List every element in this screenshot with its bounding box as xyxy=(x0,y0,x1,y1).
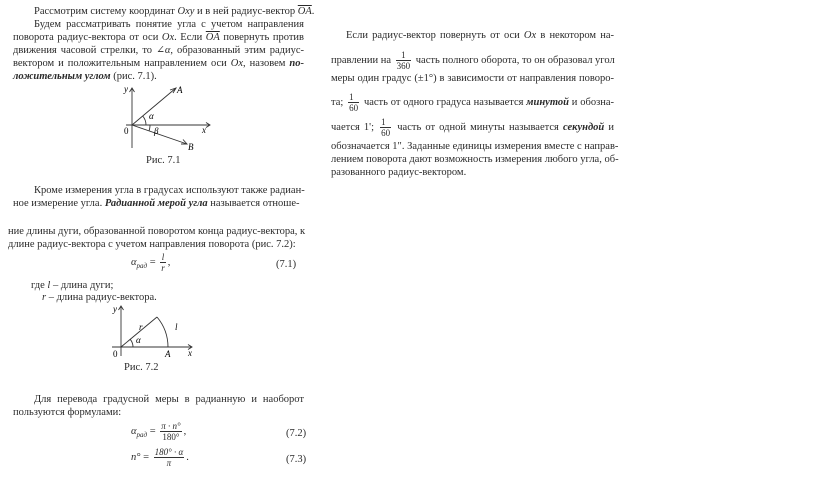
denominator: π xyxy=(166,458,172,468)
text: та; xyxy=(331,96,347,108)
equation-7-2 xyxy=(131,421,186,442)
term-second: секундой xyxy=(562,121,605,133)
equation-number-7-3: (7.3) xyxy=(286,454,307,465)
text: рад xyxy=(136,431,148,439)
fig2-l-label: l xyxy=(175,322,178,332)
fraction xyxy=(160,252,166,273)
right-line-3: меры один градус (±1°) в зависимости от направления поворо- xyxy=(331,73,614,84)
fig1-alpha-label: α xyxy=(149,111,154,121)
fig2-y-label: y xyxy=(113,304,117,314)
term-minute: минутой xyxy=(526,96,569,108)
intro-line-2: Будем рассматривать понятие угла с учетом направления xyxy=(34,19,304,30)
denominator: 360 xyxy=(396,61,411,71)
fig1-o-label: 0 xyxy=(124,126,129,136)
radian-line-1: Кроме измерения угла в градусах используют также радиан- xyxy=(34,185,305,196)
text: часть полного оборота, то он образовал угол xyxy=(413,54,615,66)
text: α xyxy=(131,425,137,437)
figure-7-1 xyxy=(110,82,220,152)
right-line-4 xyxy=(331,92,614,113)
numerator: 1 xyxy=(348,92,359,103)
fraction-1-60 xyxy=(348,92,359,113)
text: = xyxy=(147,425,159,437)
right-line-5 xyxy=(331,117,614,138)
intro-line-1: Рассмотрим систему координат Oxy и в ней радиус-вектор $\overline{OA}$. xyxy=(34,6,315,17)
text: α xyxy=(131,256,137,268)
vector-oa: $\overline{OA}$ xyxy=(297,6,312,17)
text: n° xyxy=(131,451,141,463)
text: , xyxy=(183,425,187,437)
fig1-caption: Рис. 7.1 xyxy=(146,155,181,166)
text: движения часовой стрелки, то xyxy=(13,45,157,56)
equation-number-7-2: (7.2) xyxy=(286,428,307,439)
radian-line-4: длине радиус-вектора с учетом направления поворота (рис. 7.2): xyxy=(8,239,296,250)
term-positive-angle: ложительным углом xyxy=(13,71,111,82)
fraction-1-60 xyxy=(380,117,391,138)
numerator: 180° · α xyxy=(154,447,184,457)
text: где xyxy=(31,280,48,291)
fig2-o-label: 0 xyxy=(113,349,118,359)
fig1-beta-label: β xyxy=(154,126,159,136)
intro-line-5 xyxy=(13,57,304,70)
intro-line-4 xyxy=(13,44,304,57)
denominator: r xyxy=(161,263,165,273)
text: l xyxy=(47,280,51,291)
denominator: 60 xyxy=(349,103,359,113)
fig2-a-label: A xyxy=(165,349,171,359)
fig2-x-label: x xyxy=(188,348,192,358)
numerator: l xyxy=(161,252,165,262)
term: по- xyxy=(289,58,304,69)
text: и xyxy=(604,121,614,133)
right-line-6: обозначается 1". Заданные единицы измерения вместе с направ- xyxy=(331,141,619,152)
text: Ox xyxy=(161,32,175,43)
text: ∠α xyxy=(156,45,171,56)
fraction xyxy=(154,447,185,468)
radian-line-3: ние длины дуги, образованной поворотом конца радиус-вектора, к xyxy=(8,226,306,237)
fraction xyxy=(160,421,181,442)
fig2-r-label: r xyxy=(139,322,143,332)
text: поворота радиус-вектора от оси xyxy=(13,32,162,43)
fig2-caption: Рис. 7.2 xyxy=(124,362,159,373)
right-line-2 xyxy=(331,50,615,71)
fig1-b-label: B xyxy=(188,142,194,152)
text: Рассмотрим систему координат xyxy=(34,6,178,17)
equation-7-3 xyxy=(131,447,189,468)
term-radian-measure: Радианной мерой угла xyxy=(104,198,208,209)
text: правлении на xyxy=(331,54,394,66)
figure-7-2 xyxy=(104,300,200,360)
text: и обозна- xyxy=(568,96,614,108)
vector-oa: $\overline{OA}$ xyxy=(205,32,220,43)
text: чается 1'; xyxy=(331,121,379,133)
right-line-8: разованного радиус-вектором. xyxy=(331,167,467,178)
text: r xyxy=(42,292,47,303)
fig1-y-label: y xyxy=(124,84,128,94)
text: . xyxy=(186,451,189,463)
text: Ox xyxy=(230,58,244,69)
text: , назовем xyxy=(243,58,290,69)
text: , xyxy=(167,256,171,268)
intro-line-3 xyxy=(13,31,304,44)
text: и в ней радиус-вектор xyxy=(194,6,298,17)
text: = xyxy=(140,451,152,463)
equation-7-1 xyxy=(131,252,170,273)
text: часть от одной минуты называется xyxy=(393,121,563,133)
denominator: 180° xyxy=(162,432,180,442)
text: в некотором на- xyxy=(536,30,614,41)
fig1-x-label: x xyxy=(202,125,206,135)
text: Ox xyxy=(523,30,537,41)
fig1-a-label: A xyxy=(177,85,183,95)
text: , образованный этим радиус- xyxy=(170,45,304,56)
convert-line-1: Для перевода градусной меры в радианную и наоборот xyxy=(34,394,304,405)
fraction-1-360 xyxy=(396,50,412,71)
text: часть от одного градуса называется xyxy=(361,96,527,108)
numerator: 1 xyxy=(396,50,412,61)
text: – длина дуги; xyxy=(50,280,114,291)
text: Oxy xyxy=(177,6,195,17)
numerator: 1 xyxy=(380,117,391,128)
radian-line-2 xyxy=(13,197,300,210)
equation-number-7-1: (7.1) xyxy=(276,259,297,270)
text: повернуть против xyxy=(219,32,304,43)
text: = xyxy=(147,256,159,268)
text: вектором и положительным направлением оси xyxy=(13,58,231,69)
text: называется отноше- xyxy=(207,198,300,209)
text: Если радиус-вектор повернуть от оси xyxy=(346,30,524,41)
fig2-alpha-label: α xyxy=(136,335,141,345)
right-line-1 xyxy=(346,29,614,42)
text: . Если xyxy=(174,32,206,43)
text: ное измерение угла. xyxy=(13,198,105,209)
text: – длина радиус-вектора. xyxy=(46,292,157,303)
denominator: 60 xyxy=(381,128,391,138)
text: рад xyxy=(136,262,148,270)
text: (рис. 7.1). xyxy=(110,71,157,82)
right-line-7: лением поворота дают возможность измерения любого угла, об- xyxy=(331,154,619,165)
numerator: π · n° xyxy=(161,421,181,431)
convert-line-2: пользуются формулами: xyxy=(13,407,122,418)
